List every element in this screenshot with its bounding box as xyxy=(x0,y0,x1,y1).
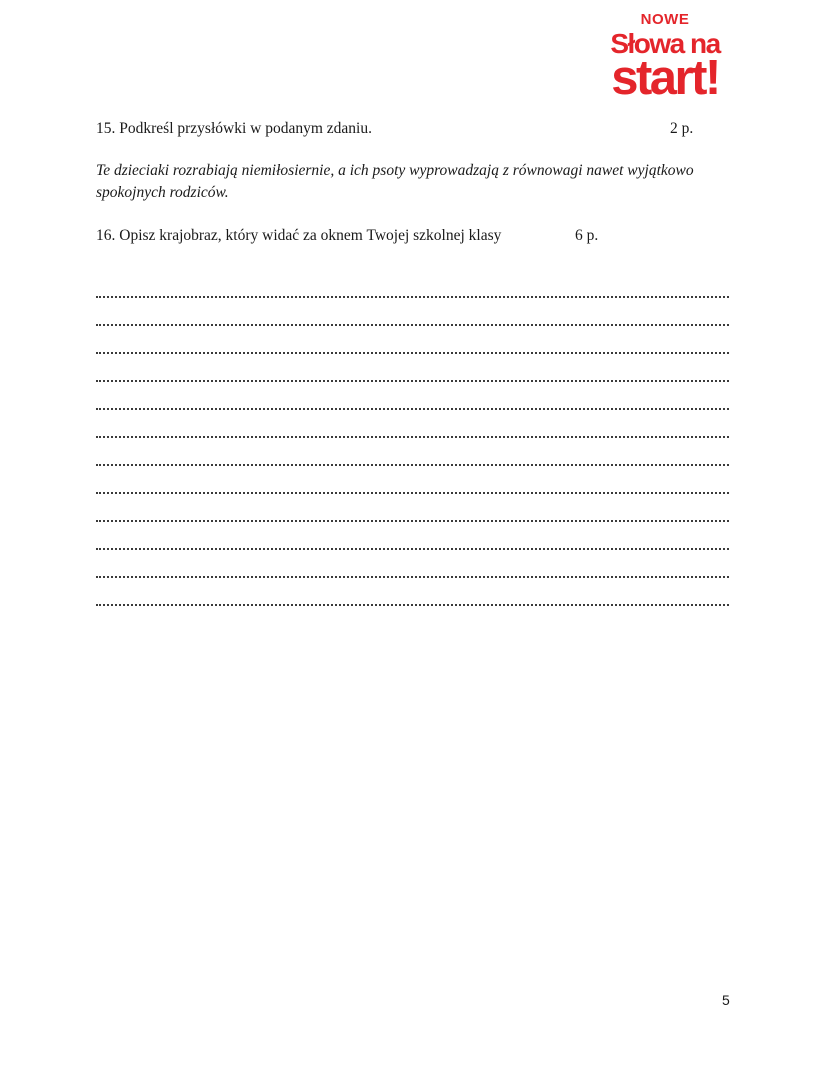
task-16-answer-area[interactable] xyxy=(96,270,729,606)
answer-line[interactable] xyxy=(96,494,729,522)
logo-text-top: NOWE xyxy=(640,11,690,28)
logo-text-middle: Słowa na xyxy=(610,28,720,59)
answer-line[interactable] xyxy=(96,298,729,326)
answer-line[interactable] xyxy=(96,382,729,410)
logo-text-bottom: start! xyxy=(611,51,719,105)
answer-line[interactable] xyxy=(96,410,729,438)
answer-line[interactable] xyxy=(96,354,729,382)
task-15-points: 2 p. xyxy=(670,120,694,137)
task-15-instruction: 15. Podkreśl przysłówki w podanym zdaniu. xyxy=(96,120,372,137)
task-16-points: 6 p. xyxy=(575,227,599,244)
answer-line[interactable] xyxy=(96,270,729,298)
answer-line[interactable] xyxy=(96,438,729,466)
task-16-instruction: 16. Opisz krajobraz, który widać za oknem Twojej szkolnej klasy xyxy=(96,227,502,244)
answer-line[interactable] xyxy=(96,550,729,578)
answer-line[interactable] xyxy=(96,578,729,606)
answer-line[interactable] xyxy=(96,522,729,550)
answer-line[interactable] xyxy=(96,466,729,494)
answer-line[interactable] xyxy=(96,326,729,354)
task-15-sentence: Te dzieciaki rozrabiają niemiłosiernie, a ich psoty wyprowadzają z równowagi nawet wyjątkowo spokojnych rodziców. xyxy=(96,162,694,201)
publisher-logo xyxy=(590,11,740,105)
page-number: 5 xyxy=(722,992,730,1008)
